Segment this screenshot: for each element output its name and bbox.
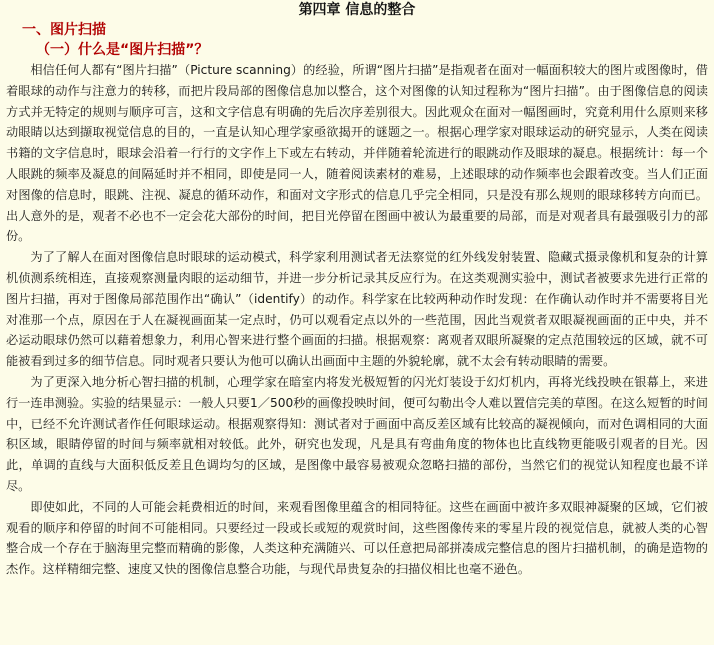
paragraph-1: 相信任何人都有“图片扫描”（Picture scanning）的经验，所谓“图片扫描”是指观者在面对一幅面积较大的图片或图像时，借着眼球的动作与注意力的转移，而把片段局部的图像信息加以整合，这个对图像的认知过程称为“图片扫描”。由于图像信息的阅读方式并无特定的规则与顺序可言，这和文字信息有明确的先后次序差别很大。因此观众在面对一幅图画时，究竟利用什么原则来移动眼睛以达到撷取视觉信息的目的，一直是认知心理学家亟欲揭开的谜题之一。根据心理学家对眼球运动的研究显示，人类在阅读书籍的文字信息时，眼球会沿着一行行的文字作上下或左右转动，并伴随着轮流进行的眼跳动作及眼球的凝息。根据统计：每一个人眼跳的频率及凝息的间隔延时并不相同，即使是同一人，随着阅读素材的难易，上述眼球的动作频率也会跟着改变。当人们正面对图像的信息时，眼跳、注视、凝息的循环动作，和面对文字形式的信息几乎完全相同，只是没有那么规则的眼球移转方向而已。出人意外的是，观者不必也不一定会花大部份的时间，把目光停留在图画中被认为最重要的局部，而是对观者具有最强吸引力的部份。 [6, 63, 708, 244]
chapter-title: 第四章 信息的整合 [298, 2, 416, 18]
paragraph-3: 为了更深入地分析心智扫描的机制，心理学家在暗室内将发光极短暂的闪光灯装设于幻灯机内，再将光线投映在银幕上，来进行一连串测验。实验的结果显示：一般人只要1／500秒的画像投映时间，便可勾勒出令人难以置信完美的草图。在这么短暂的时间中，已经不允许测试者作任何眼球运动。根据观察得知：测试者对于画面中高反差区域有比较高的凝视倾向，而对色调相同的大面积区域，眼睛停留的时间与频率就相对较低。此外，研究也发现，凡是具有弯曲角度的物体也比直线物更能吸引观者的目光。因此，单调的直线与大面积低反差且色调均匀的区域，是图像中最容易被观众忽略扫描的部份，当然它们的视觉认知程度也最不详尽。 [6, 374, 708, 493]
document-page [6, 0, 708, 580]
paragraph-2: 为了了解人在面对图像信息时眼球的运动模式，科学家利用测试者无法察觉的红外线发射装置、隐藏式摄录像机和复杂的计算机侦测系统相连，直接观察测量肉眼的运动细节，并进一步分析记录其反应行为。在这类观测实验中，测试者被要求先进行正常的图片扫描，再对于图像局部范围作出“确认”（identify）的动作。科学家在比较两种动作时发现：在作确认动作时并不需要将目光对准那一个点，原因在于人在凝视画面某一定点时，仍可以观看定点以外的一些范围，因此当观赏者双眼凝视画面的正中央，并不必运动眼球仍然可以藉着想象力，利用心智来进行整个画面的扫描。根据观察：离观者双眼所凝聚的定点范围较远的区域，就不可能被看到过多的细节信息。同时观者只要认为他可以确认出画面中主题的外貌轮廓，就不太会有转动眼睛的需要。 [6, 250, 708, 369]
paragraph-4: 即使如此，不同的人可能会耗费相近的时间，来观看图像里蕴含的相同特征。这些在画面中被许多双眼神凝聚的区域，它们被观看的顺序和停留的时间不可能相同。只要经过一段或长或短的观赏时间，这些图像传来的零星片段的视觉信息，就被人类的心智整合成一个存在于脑海里完整而精确的影像，人类这种充满随兴、可以任意把局部拼凑成完整信息的图片扫描机制，的确是造物的杰作。这样精细完整、速度又快的图像信息整合功能，与现代昂贵复杂的扫描仪相比也毫不逊色。 [6, 499, 708, 577]
section-title: 一、图片扫描 [22, 22, 106, 38]
subsection-title: （一）什么是“图片扫描”？ [36, 42, 209, 58]
